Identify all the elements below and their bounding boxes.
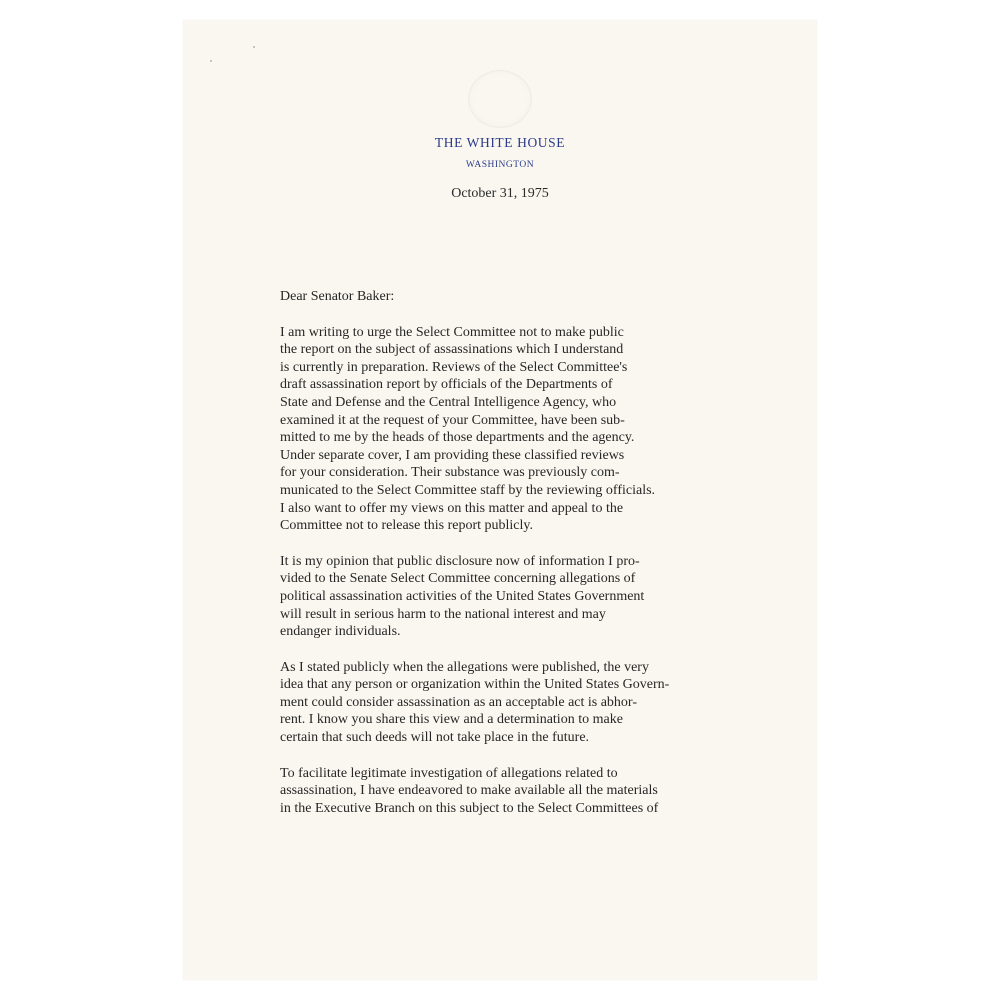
text-line: State and Defense and the Central Intelligence Agency, who: [280, 394, 617, 410]
paper-speck: [253, 46, 255, 48]
text-line: I am writing to urge the Select Committee not to make public: [280, 324, 624, 340]
embossed-seal: [468, 70, 532, 128]
text-line: It is my opinion that public disclosure now of information I pro-: [280, 553, 640, 569]
text-line: assassination, I have endeavored to make available all the materials: [280, 783, 658, 799]
text-line: for your consideration. Their substance was previously com-: [280, 465, 620, 481]
text-line: will result in serious harm to the national interest and may: [280, 606, 606, 622]
text-line: Committee not to release this report publicly.: [280, 518, 533, 534]
text-line: is currently in preparation. Reviews of the Select Committee's: [280, 359, 628, 375]
text-line: ment could consider assassination as an acceptable act is abhor-: [280, 694, 637, 710]
text-line: in the Executive Branch on this subject to the Select Committees of: [280, 800, 659, 816]
letter-date: October 31, 1975: [451, 186, 549, 201]
text-line: political assassination activities of the United States Government: [280, 588, 645, 604]
text-line: vided to the Senate Select Committee concerning allegations of: [280, 571, 636, 587]
paper-speck: [210, 60, 212, 62]
letterhead-subtitle: WASHINGTON: [465, 160, 535, 170]
text-line: mitted to me by the heads of those departments and the agency.: [280, 430, 635, 446]
text-line: endanger individuals.: [280, 624, 401, 640]
salutation: Dear Senator Baker:: [280, 289, 395, 304]
text-line: I also want to offer my views on this matter and appeal to the: [280, 500, 624, 516]
paragraph-4: [280, 765, 780, 818]
paragraph-3: [280, 659, 780, 747]
paragraph-1: [280, 324, 780, 535]
text-line: examined it at the request of your Committee, have been sub-: [280, 412, 625, 428]
text-line: rent. I know you share this view and a determination to make: [280, 712, 623, 728]
letter-body: [280, 288, 780, 835]
text-line: the report on the subject of assassinations which I understand: [280, 342, 624, 358]
text-line: certain that such deeds will not take place in the future.: [280, 730, 590, 746]
text-line: idea that any person or organization within the United States Govern-: [280, 677, 670, 693]
text-line: draft assassination report by officials of the Departments of: [280, 377, 613, 393]
letterhead-title: THE WHITE HOUSE: [434, 135, 566, 150]
text-line: As I stated publicly when the allegations were published, the very: [280, 659, 649, 675]
text-line: Under separate cover, I am providing these classified reviews: [280, 447, 625, 463]
text-line: To facilitate legitimate investigation of allegations related to: [280, 765, 618, 781]
text-line: municated to the Select Committee staff by the reviewing officials.: [280, 482, 656, 498]
paragraph-2: [280, 553, 780, 641]
